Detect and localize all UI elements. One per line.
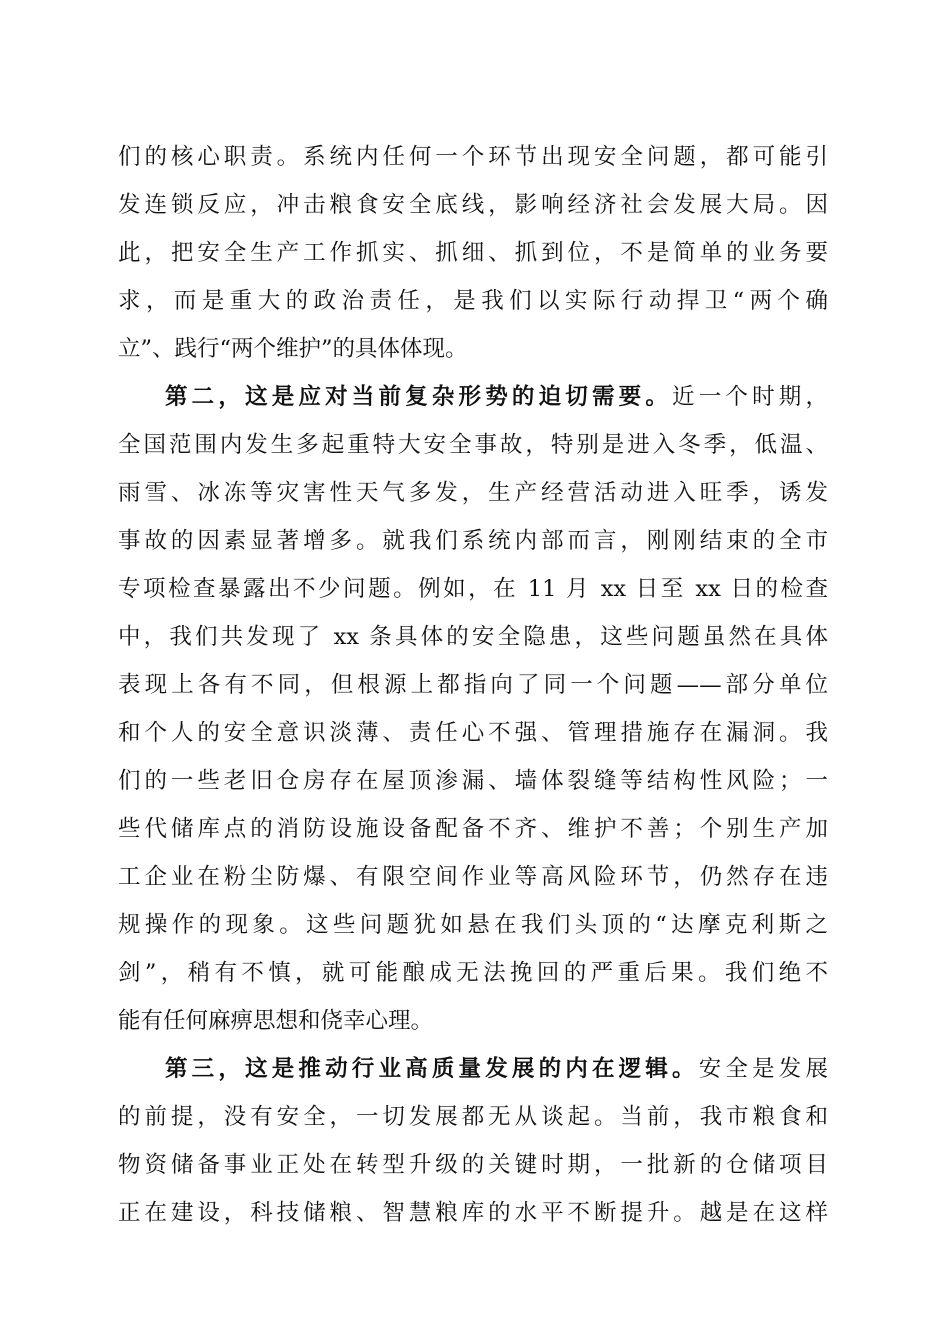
text-line: 们的一些老旧仓房存在屋顶渗漏、墙体裂缝等结构性风险；一 — [118, 768, 828, 794]
text-line: 专项检查暴露出不少问题。例如，在 11 月 xx 日至 xx 日的检查 — [118, 576, 828, 602]
text-line: 和个人的安全意识淡薄、责任心不强、管理措施存在漏洞。我 — [118, 720, 828, 746]
text-line: 规操作的现象。这些问题犹如悬在我们头顶的“达摩克利斯之 — [118, 912, 828, 938]
text-line: 立”、践行“两个维护”的具体体现。 — [118, 336, 468, 362]
text-span: 安全是发展 — [698, 1056, 828, 1082]
text-line: 雨雪、冰冻等灾害性天气多发，生产经营活动进入旺季，诱发 — [118, 480, 828, 506]
text-line: 中，我们共发现了 xx 条具体的安全隐患，这些问题虽然在具体 — [118, 624, 828, 650]
text-line: 全国范围内发生多起重特大安全事故，特别是进入冬季，低温、 — [118, 432, 828, 458]
text-span: 近一个时期， — [672, 384, 828, 410]
text-line: 剑”，稍有不慎，就可能酿成无法挽回的严重后果。我们绝不 — [118, 960, 828, 986]
text-line: 们的核心职责。系统内任何一个环节出现安全问题，都可能引 — [118, 144, 828, 170]
paragraph-first-line — [165, 1047, 828, 1091]
text-line: 事故的因素显著增多。就我们系统内部而言，刚刚结束的全市 — [118, 528, 828, 554]
text-line: 正在建设，科技储粮、智慧粮库的水平不断提升。越是在这样 — [118, 1200, 828, 1226]
text-line: 物资储备事业正处在转型升级的关键时期，一批新的仓储项目 — [118, 1152, 828, 1178]
text-line: 些代储库点的消防设施设备配备不齐、维护不善；个别生产加 — [118, 816, 828, 842]
text-line: 求，而是重大的政治责任，是我们以实际行动捍卫“两个确 — [118, 288, 828, 314]
text-line: 发连锁反应，冲击粮食安全底线，影响经济社会发展大局。因 — [118, 192, 828, 218]
text-line: 能有任何麻痹思想和侥幸心理。 — [118, 1008, 434, 1034]
text-line: 的前提，没有安全，一切发展都无从谈起。当前，我市粮食和 — [118, 1104, 828, 1130]
text-line: 工企业在粉尘防爆、有限空间作业等高风险环节，仍然存在违 — [118, 864, 828, 890]
text-line: 表现上各有不同，但根源上都指向了同一个问题——部分单位 — [118, 672, 828, 698]
paragraph-heading: 第二，这是应对当前复杂形势的迫切需要。 — [165, 384, 673, 410]
paragraph-first-line — [165, 375, 828, 419]
paragraph-heading: 第三，这是推动行业高质量发展的内在逻辑。 — [165, 1056, 699, 1082]
text-line: 此，把安全生产工作抓实、抓细、抓到位，不是简单的业务要 — [118, 240, 828, 266]
